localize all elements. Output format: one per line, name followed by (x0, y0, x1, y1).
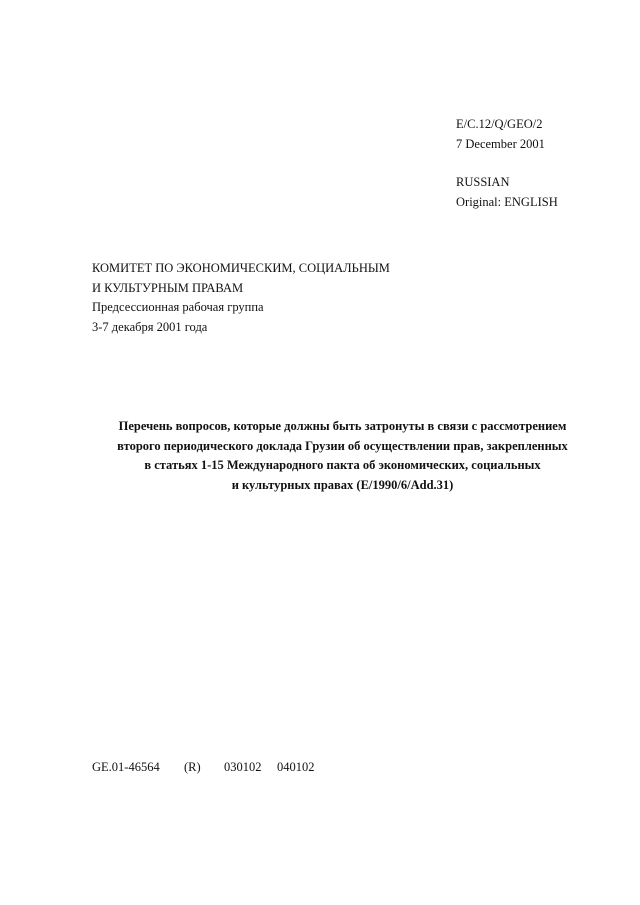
document-original-language: Original: ENGLISH (456, 194, 558, 209)
language-code: (R) (184, 760, 201, 774)
footer-date-1: 030102 (224, 760, 262, 774)
title-line: в статьях 1-15 Международного пакта об экономических, социальных (144, 458, 541, 472)
document-symbol-block (456, 115, 558, 212)
document-language: RUSSIAN (456, 175, 510, 189)
session-dates: 3-7 декабря 2001 года (92, 319, 208, 334)
title-line: второго периодического доклада Грузии об осуществлении прав, закрепленных (117, 438, 568, 453)
job-number: GE.01-46564 (92, 760, 160, 774)
document-date: 7 December 2001 (456, 136, 545, 151)
spacer (456, 154, 558, 173)
title-line: Перечень вопросов, которые должны быть затронуты в связи с рассмотрением (118, 419, 567, 433)
committee-name-line2: И КУЛЬТУРНЫМ ПРАВАМ (92, 280, 244, 295)
committee-block (92, 259, 390, 337)
document-title (90, 417, 595, 495)
committee-name-line1: КОМИТЕТ ПО ЭКОНОМИЧЕСКИМ, СОЦИАЛЬНЫМ (92, 261, 390, 275)
title-line: и культурных правах (E/1990/6/Add.31) (231, 477, 454, 492)
footer-job-code (92, 758, 315, 777)
working-group: Предсессионная рабочая группа (92, 300, 264, 314)
footer-date-2: 040102 (277, 760, 315, 774)
document-code: E/C.12/Q/GEO/2 (456, 117, 543, 131)
